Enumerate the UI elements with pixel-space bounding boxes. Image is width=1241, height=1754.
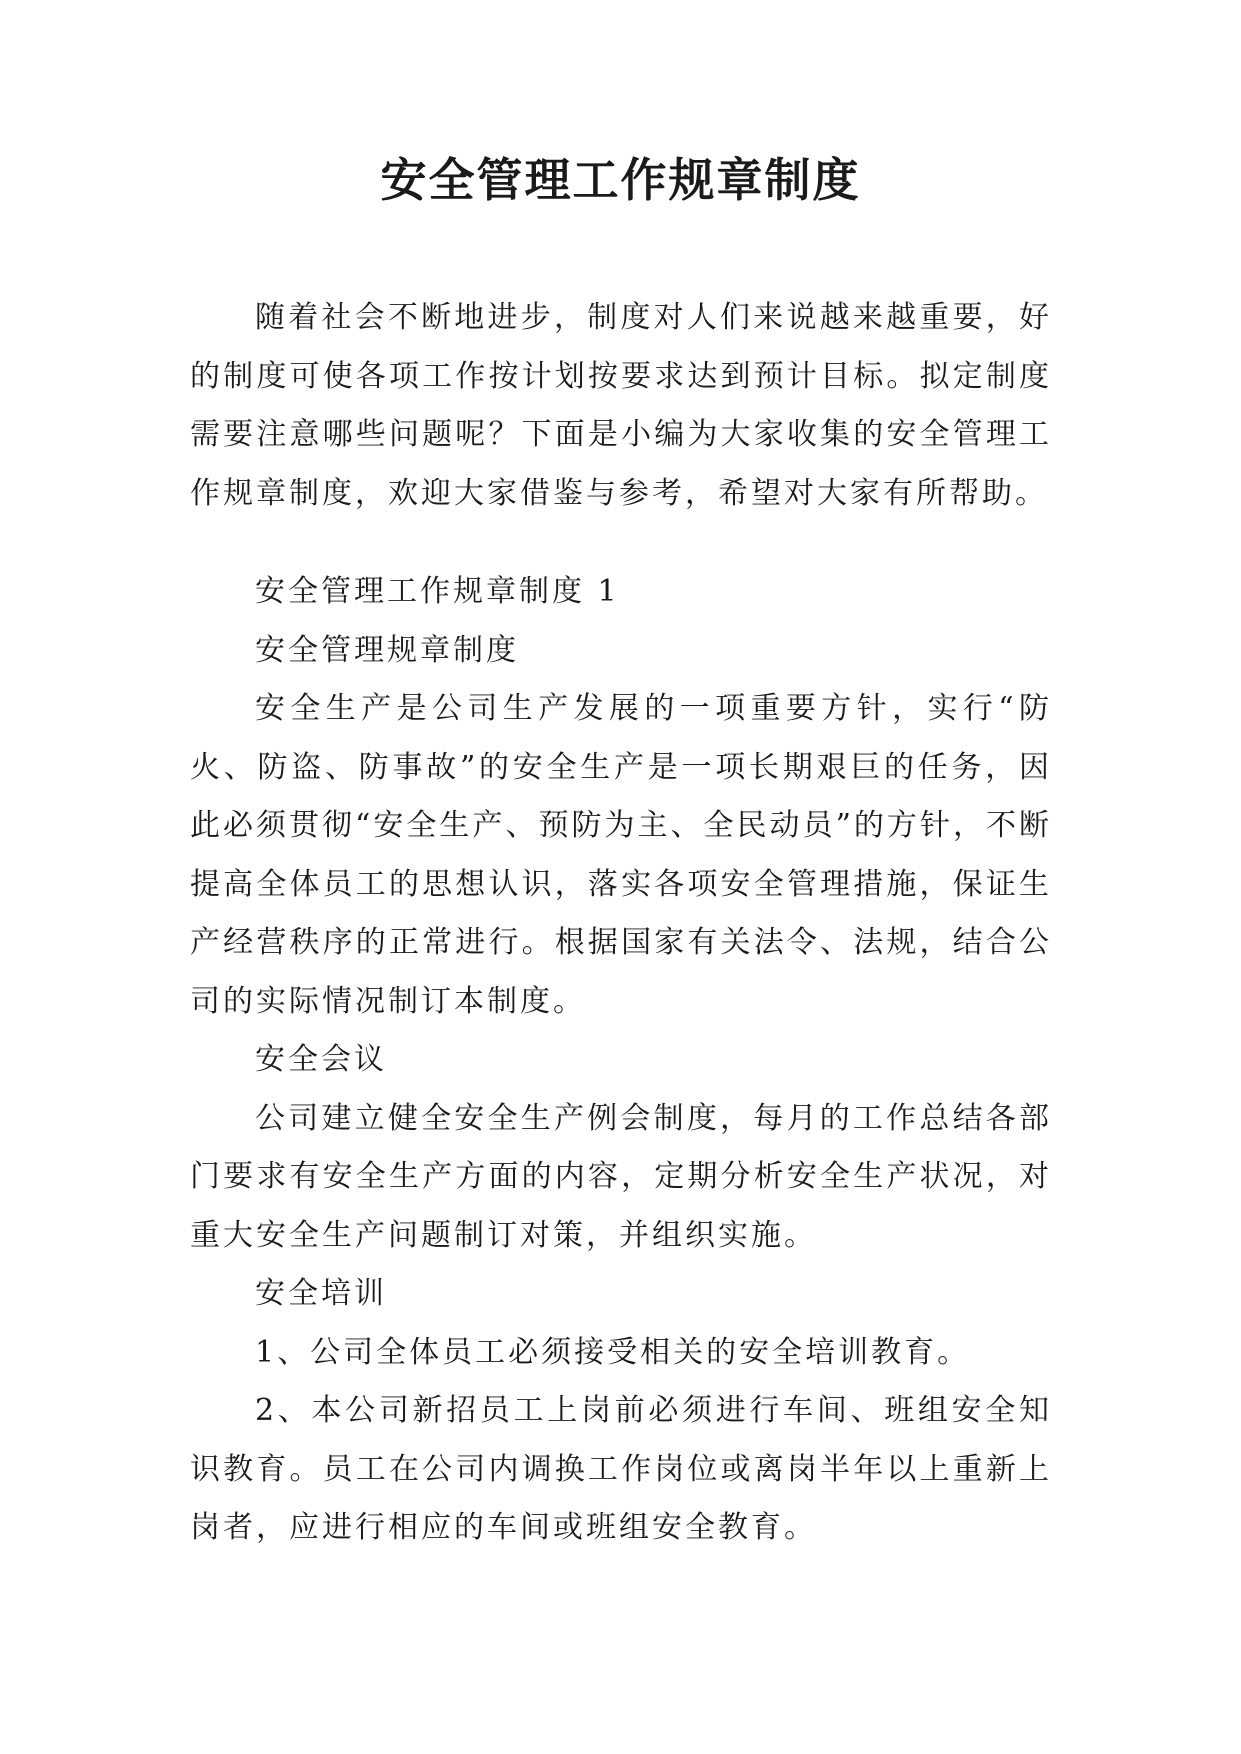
rules-paragraph: 安全生产是公司生产发展的一项重要方针，实行“防火、防盗、防事故”的安全生产是一项长期艰巨的任务，因此必须贯彻“安全生产、预防为主、全民动员”的方针，不断提高全体员工的思想认识，落实各项安全管理措施，保证生产经营秩序的正常进行。根据国家有关法令、法规，结合公司的实际情况制订本制度。: [190, 691, 1052, 1019]
intro-paragraph: 随着社会不断地进步，制度对人们来说越来越重要，好的制度可使各项工作按计划按要求达到预计目标。拟定制度需要注意哪些问题呢？下面是小编为大家收集的安全管理工作规章制度，欢迎大家借鉴与参考，希望对大家有所帮助。: [190, 300, 1052, 511]
subheading-training: 安全培训: [255, 1276, 387, 1311]
section-spacer: [190, 523, 1052, 563]
document-title: 安全管理工作规章制度: [380, 153, 861, 207]
subheading-rules: 安全管理规章制度: [255, 632, 519, 668]
subheading-meeting: 安全会议: [255, 1042, 387, 1077]
meeting-paragraph: 公司建立健全安全生产例会制度，每月的工作总结各部门要求有安全生产方面的内容，定期分析安全生产状况，对重大安全生产问题制订对策，并组织实施。: [190, 1100, 1052, 1253]
document-body: [190, 289, 1052, 1558]
training-item-1: 1、公司全体员工必须接受相关的安全培训教育。: [255, 1334, 971, 1370]
training-item-2: 2、本公司新招员工上岗前必须进行车间、班组安全知识教育。员工在公司内调换工作岗位或离岗半年以上重新上岗者，应进行相应的车间或班组安全教育。: [190, 1393, 1052, 1545]
section-heading: 安全管理工作规章制度 1: [255, 574, 620, 609]
